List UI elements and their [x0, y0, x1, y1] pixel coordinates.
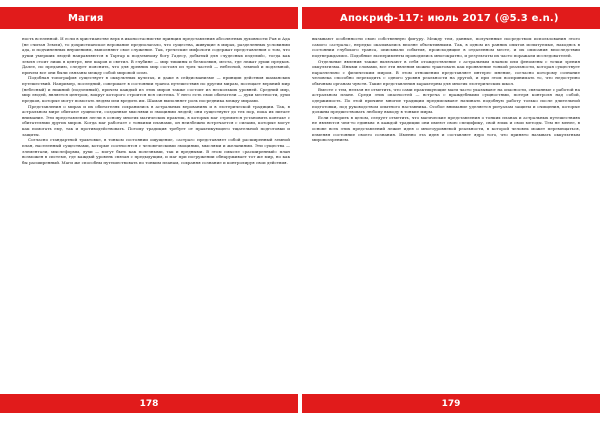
left-page-number: 178 [139, 398, 159, 409]
page-gutter [298, 0, 302, 424]
left-paragraph: Согласно стандартной трактовке, в тонком состоянии ощущение, «астрал» представляет собой расширенный земной план, населенный существами, которые соотносятся с человеческими эмоциями, мыслями и желаниями. Эти существа — элементали, мыслеформы, духи — могут быть как полезными, так и вредными. В этом смысле «расширенный» план возможен в системе, где каждый уровень связан с предыдущим, и маг при погружении обнаруживает тот же мир, но как бы расширенный. Маги же способны путешествовать по тонким планам, сохраняя сознание и контролируя свои действия. [22, 137, 290, 165]
left-paragraph: Представления о мирах и их обитателях сохранились в астральных верованиях и в эзотерической традиции. Так, в астральном мире обитают сущности, созданные мыслями и эмоциями людей; они существуют до тех пор, пока их питает внимание. Эти представления легли в основу многих магических практик, в которых маг стремится установить контакт с обитателями других миров. Когда маг работает с тонкими планами, он неизбежно встречается с силами, которые могут как помогать ему, так и противодействовать. Потому традиция требует от практикующего тщательной подготовки и защиты. [22, 103, 290, 137]
right-page-body [312, 36, 580, 394]
right-header-title: Апокриф-117: июль 2017 (@5.3 e.n.) [340, 12, 559, 24]
right-page-footer [302, 394, 600, 413]
left-page-header [0, 7, 298, 29]
left-header-title: Магия [68, 12, 104, 24]
left-paragraph: Подобная топография существует в оккультных культах, и даже в сейдисманизме — принцип действия шаманских путешествий. Например, последний, совершает в состоянии транса путешествия по другим мирам, посещает верхний мир (небесный) и нижний (подземный), причем каждый из этих миров также состоит из нескольких уровней. Средний мир, мир людей, является центром, вокруг которого строится вся система. У него есть свои обитатели — духи местности, духи предков, которые могут помогать людям или вредить им. Шаман выполняет роль посредника между мирами. [22, 75, 290, 103]
left-paragraph: ность вселенной. И если в христианстве верх в иконостаснистве принцип представления абсолютных духовности Рая и Ада (не считая Земли), то дохристианское верование предполагало, что существа, живущие в мирах, разделенных условиями ада, и подчиненных внушениям, выполняют свое служение. Так, греческие мифологи содержат представления о том, что души умерших людей направляются в Тартар к подземному богу Гадесу, добытый для «чудесных изделий», тогда как земля стоит лишь в центре, вне шаров и светил. В глубине — мир тишины и безмолвия, места, где лежат души предков. Далее, по преданию, следует пояснить, что для древних мир состоял из трех частей — небесной, земной и подземной, причем все они были связаны между собой мировой осью. [22, 36, 290, 75]
right-page-number: 179 [441, 398, 461, 409]
right-paragraph: Вместе с тем, нельзя не отметить, что сами практикующие маги часто указывают на опасности, связанные с работой на астральном плане. Среди этих опасностей — встреча с враждебными сущностями, потеря контроля над собой, одержимость. По этой причине многие традиции предписывают начинать подобную работу только после длительной подготовки, под руководством опытного наставника. Особое внимание уделяется ритуалам защиты и очищения, которые должны предшествовать любому выходу в тонкие миры. [312, 86, 580, 115]
left-page-footer [0, 394, 298, 413]
right-page-header [302, 7, 600, 29]
right-paragraph: Если говорить в целом, следует отметить, что магические представления о тонких планах и астральных путешествиях не являются чем-то единым: в каждой традиции они имеют свою специфику, свой язык и свои методы. Тем не менее, в основе всех этих представлений лежит идея о многоуровневой реальности, в которой человек может перемещаться, изменяя состояние своего сознания. Именно эта идея и составляет ядро того, что принято называть оккультным мировоззрением. [312, 114, 580, 143]
left-page-body [22, 36, 290, 394]
right-paragraph: Отдельные явления также включают в себя отождествление с астральным планом или феномены с точки зрения оккультизма. Иными словами, все эти явления можно трактовать как проявление тонкой реальности, которая существует параллельно с физическим миром. В этом отношении представляет интерес мнение, согласно которому сознание человека способно переходить с одного уровня реальности на другой, и при этом воспринимать то, что недоступно обычным органам чувств. Такие представления характерны для многих эзотерических школ. [312, 58, 580, 86]
right-paragraph: вызывают особенности свою собственную фигуру. Между тем, данные, полученные посредством использования этого самого «астрала», нередко оказывались вполне объективными. Так, в одном из ранних опытов испытуемые, находясь в состоянии глубокого транса, описывали события, происходящие в отдаленном месте, и их описания впоследствии подтверждались. Подобные эксперименты проводились многократно, и результаты их часто поражали исследователей. [312, 36, 580, 58]
